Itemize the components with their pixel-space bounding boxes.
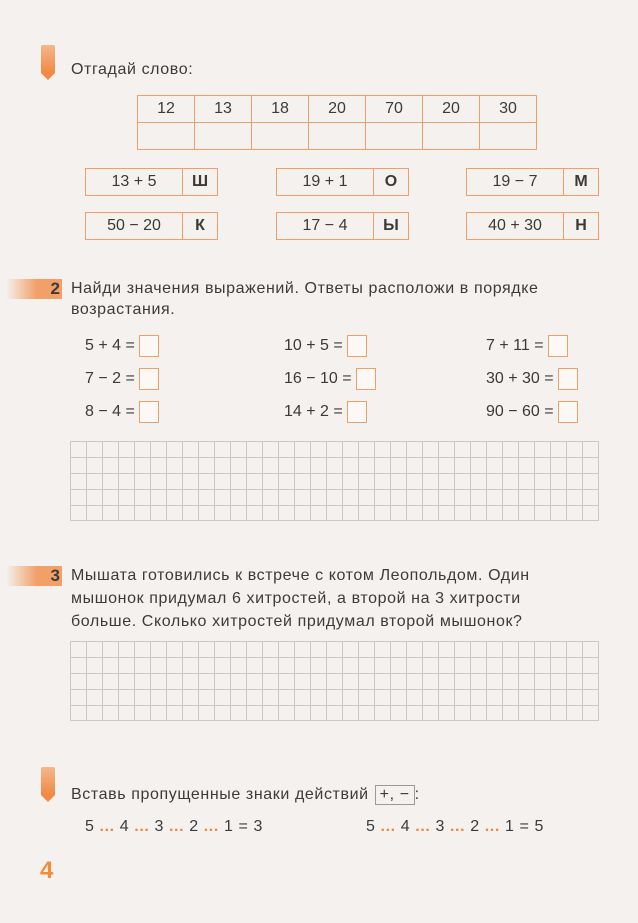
expression: [486, 401, 578, 423]
code-table: [137, 95, 537, 150]
expression-text: 30 + 30 =: [486, 370, 554, 387]
code-number: 13: [195, 96, 252, 123]
expression-text: 7 + 11 =: [486, 337, 544, 354]
operand: 2: [470, 818, 480, 835]
card-letter: М: [574, 173, 588, 190]
expression: [284, 335, 367, 357]
gap[interactable]: ...: [203, 818, 219, 835]
card-letter: К: [195, 217, 205, 234]
letter-card: [466, 212, 599, 240]
pencil-icon: [41, 767, 55, 795]
letter-card: [276, 168, 409, 196]
answer-box[interactable]: [558, 401, 578, 423]
card-expression: 40 + 30: [467, 213, 564, 239]
task2-text-line2: возрастания.: [71, 301, 176, 318]
code-number: 12: [138, 96, 195, 123]
card-expression: 19 − 7: [467, 169, 564, 195]
card-expression: 13 + 5: [86, 169, 183, 195]
expression: [85, 401, 159, 423]
answer-cell[interactable]: [366, 123, 423, 150]
task3-text-line2: мышонок придумал 6 хитростей, а второй на 3 хитрости: [71, 590, 521, 607]
task1-instruction: Отгадай слово:: [71, 61, 194, 78]
answer-box[interactable]: [558, 368, 578, 390]
pencil-icon: [41, 45, 55, 73]
answer-box[interactable]: [356, 368, 376, 390]
answer-grid[interactable]: [70, 441, 599, 521]
gap[interactable]: ...: [169, 818, 185, 835]
card-expression: 50 − 20: [86, 213, 183, 239]
answer-cell[interactable]: [252, 123, 309, 150]
expression: [85, 368, 159, 390]
code-number: 20: [309, 96, 366, 123]
answer-cell[interactable]: [195, 123, 252, 150]
answer-box[interactable]: [139, 368, 159, 390]
answer-box[interactable]: [347, 401, 367, 423]
expression-text: 14 + 2 =: [284, 403, 343, 420]
expression-text: 8 − 4 =: [85, 403, 135, 420]
task-number: 2: [50, 279, 60, 298]
letter-card: [276, 212, 409, 240]
card-letter: Н: [575, 217, 587, 234]
operand: 3: [154, 818, 164, 835]
task4-instruction: Вставь пропущенные знаки действий: [71, 786, 369, 803]
expression: [486, 335, 568, 357]
letter-card: [466, 168, 599, 196]
code-number: 30: [480, 96, 537, 123]
card-letter: Ш: [191, 173, 209, 190]
expression: [85, 335, 159, 357]
expression-text: 7 − 2 =: [85, 370, 135, 387]
task-number-badge: [6, 279, 62, 299]
task-number: 3: [50, 566, 60, 585]
gap[interactable]: ...: [380, 818, 396, 835]
gap[interactable]: ...: [484, 818, 500, 835]
operand: 4: [119, 818, 130, 835]
gap[interactable]: ...: [99, 818, 115, 835]
expression-text: 5 + 4 =: [85, 337, 135, 354]
answer-box[interactable]: [139, 401, 159, 423]
answer-box[interactable]: [139, 335, 159, 357]
task3-text-line1: Мышата готовились к встрече с котом Леопольдом. Один: [71, 567, 530, 584]
card-letter: О: [384, 173, 398, 190]
answer-box[interactable]: [548, 335, 568, 357]
task3-text-line3: больше. Сколько хитростей придумал второй мышонок?: [71, 613, 523, 630]
operand: 5: [85, 818, 95, 835]
operand: 2: [189, 818, 199, 835]
code-number: 20: [423, 96, 480, 123]
expression-text: 16 − 10 =: [284, 370, 352, 387]
signs-box: +, −: [375, 785, 415, 805]
expression-text: 90 − 60 =: [486, 403, 554, 420]
card-expression: 19 + 1: [277, 169, 374, 195]
card-letter: Ы: [383, 217, 399, 234]
operand: 5: [366, 818, 376, 835]
letter-card: [85, 212, 218, 240]
expression: [284, 401, 367, 423]
code-number: 70: [366, 96, 423, 123]
equation-2: [366, 818, 544, 836]
operand: 4: [400, 818, 411, 835]
task2-text-line1: Найди значения выражений. Ответы расположи в порядке: [71, 280, 539, 297]
equation-1: [85, 818, 263, 836]
expression: [284, 368, 376, 390]
answer-cell[interactable]: [423, 123, 480, 150]
colon: :: [414, 786, 420, 803]
result: 1 = 3: [223, 818, 263, 835]
result: 1 = 5: [504, 818, 544, 835]
task-number-badge: [6, 566, 62, 586]
gap[interactable]: ...: [415, 818, 431, 835]
code-number: 18: [252, 96, 309, 123]
gap[interactable]: ...: [134, 818, 150, 835]
answer-grid[interactable]: [70, 641, 599, 721]
expression-text: 10 + 5 =: [284, 337, 343, 354]
gap[interactable]: ...: [450, 818, 466, 835]
operand: 3: [435, 818, 445, 835]
letter-card: [85, 168, 218, 196]
task4-instruction-row: [71, 785, 420, 805]
answer-box[interactable]: [347, 335, 367, 357]
answer-cell[interactable]: [309, 123, 366, 150]
answer-cell[interactable]: [480, 123, 537, 150]
page-number: 4: [40, 857, 54, 884]
card-expression: 17 − 4: [277, 213, 374, 239]
answer-cell[interactable]: [138, 123, 195, 150]
expression: [486, 368, 578, 390]
